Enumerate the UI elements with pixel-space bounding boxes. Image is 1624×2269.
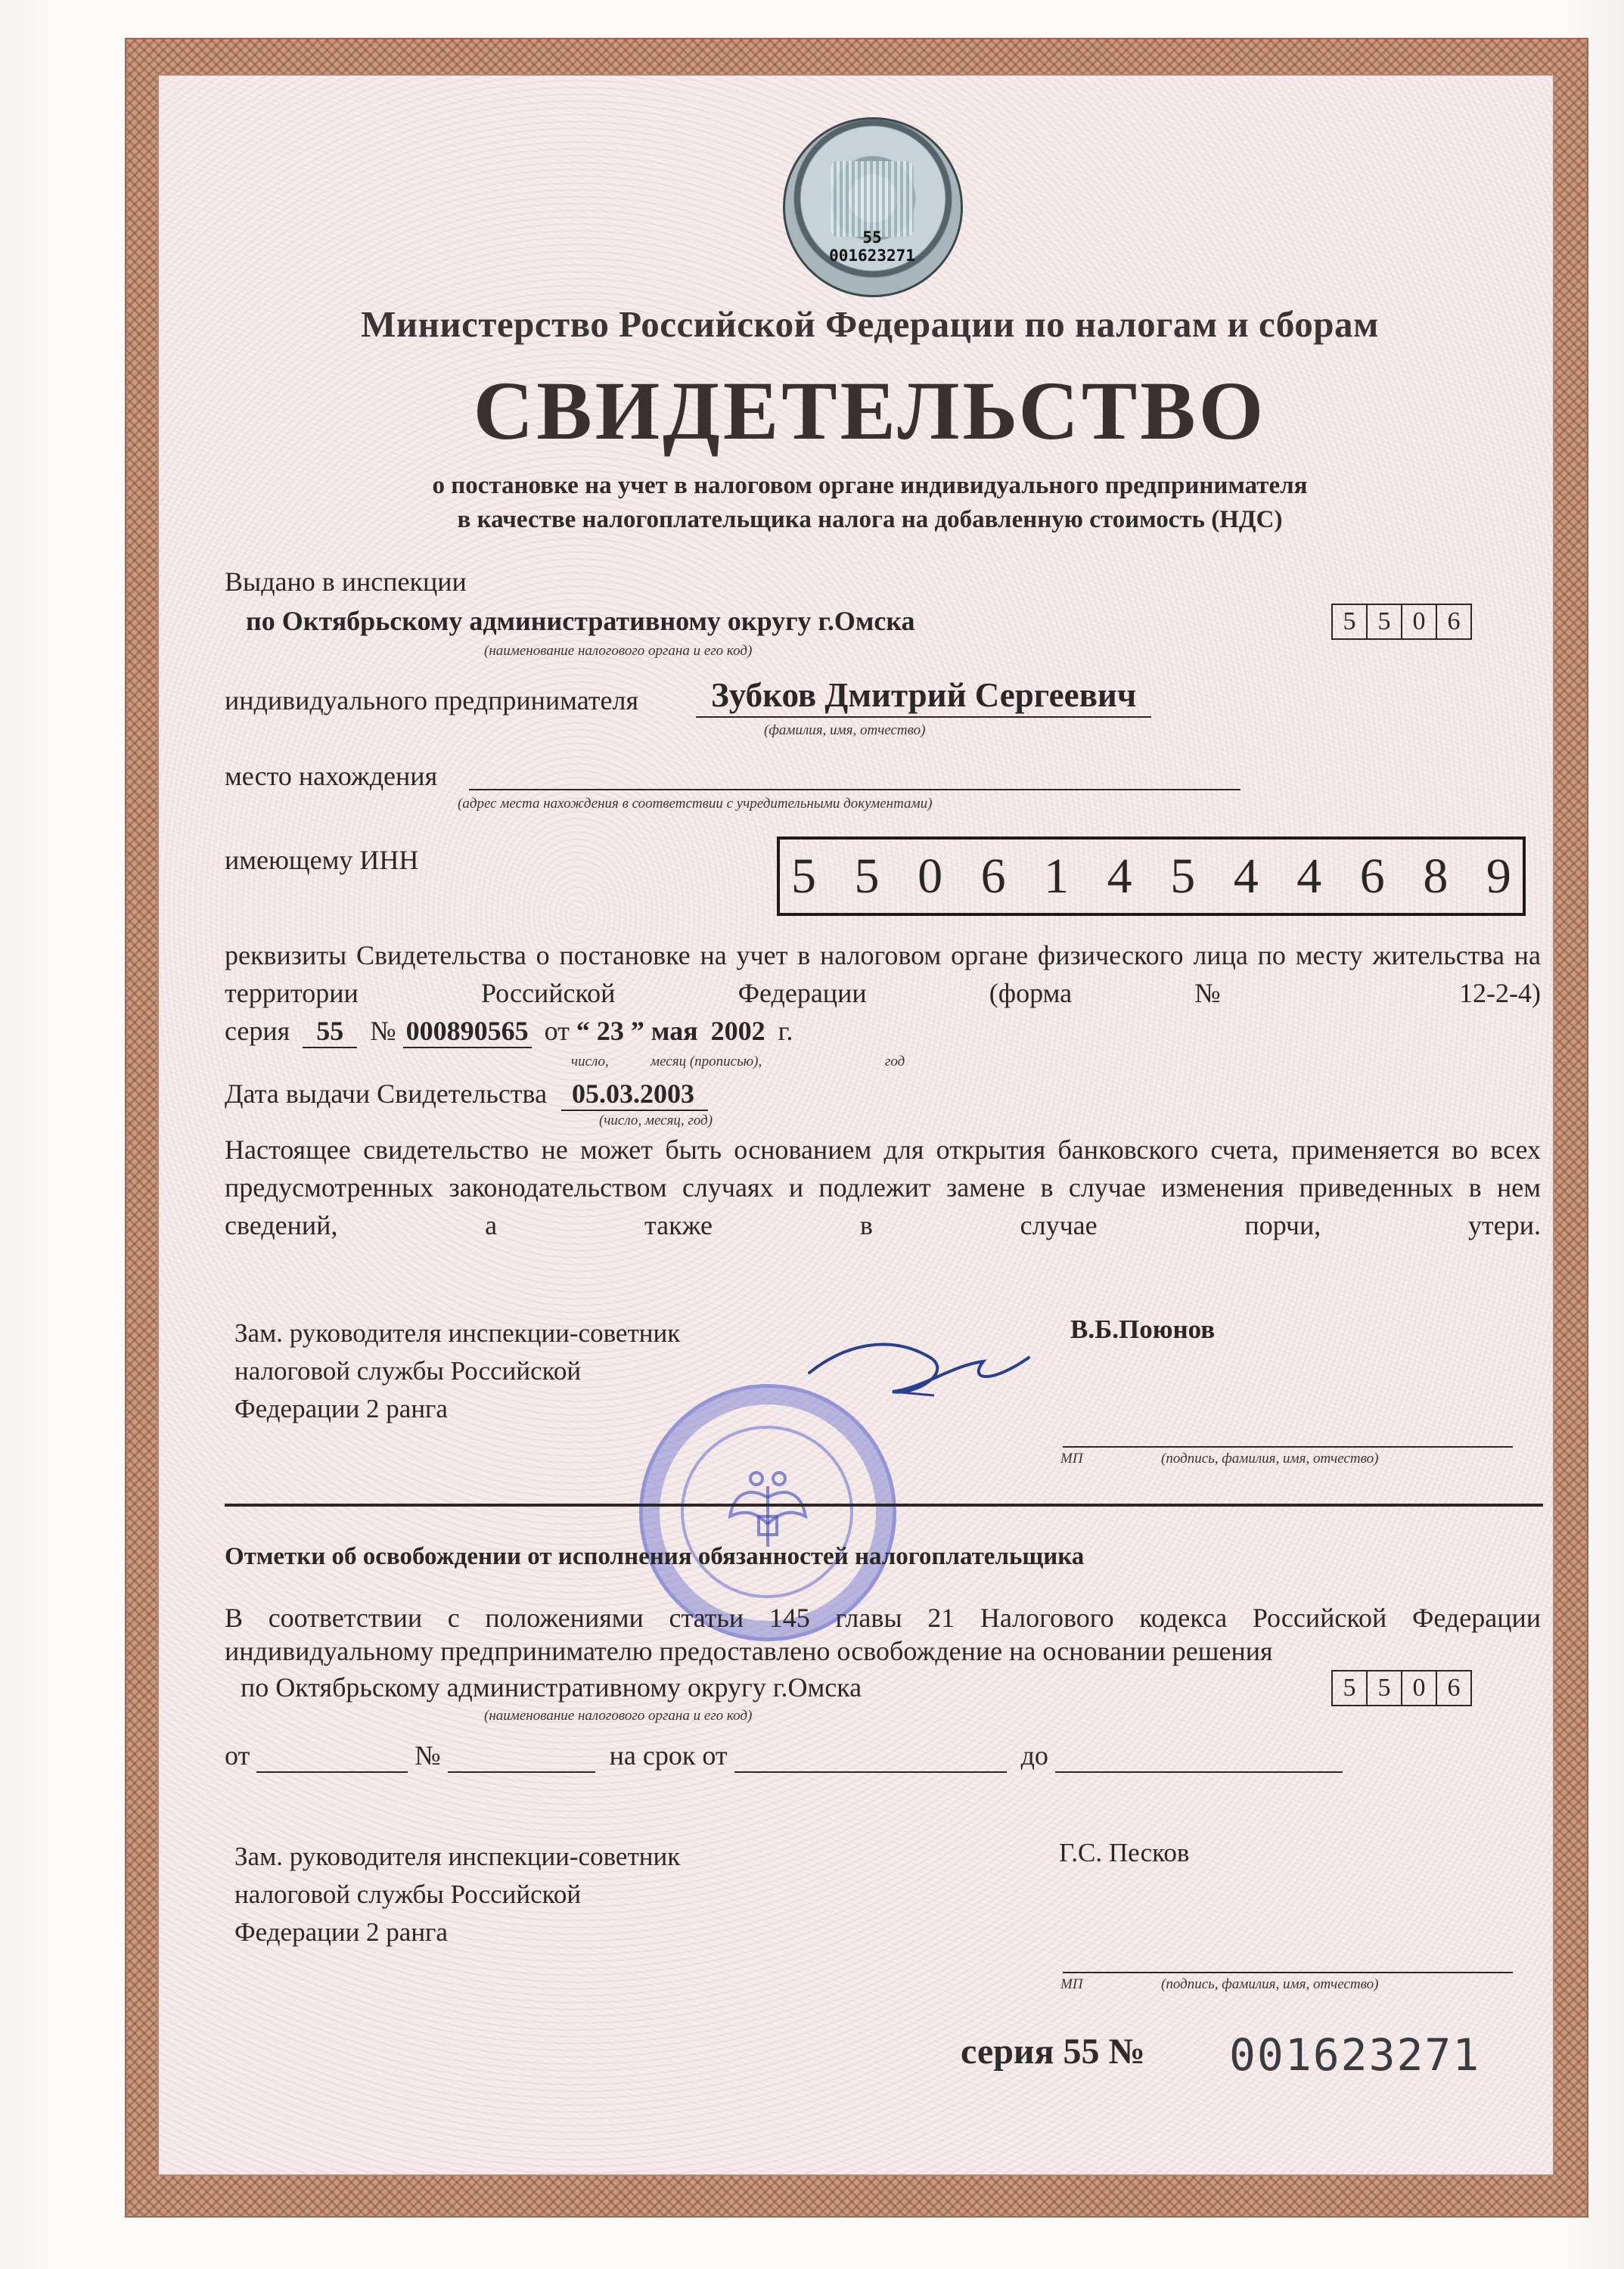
code-digit: 5 [1333, 1671, 1368, 1705]
inn-label: имеющему ИНН [225, 845, 419, 875]
code-digit: 0 [1402, 1671, 1437, 1705]
signer1-position-line-2: налоговой службы Российской [234, 1356, 582, 1386]
exemption-from-label: от [225, 1740, 250, 1771]
hologram-emblem-icon [831, 161, 914, 237]
inn-digit: 6 [1359, 848, 1385, 904]
inn-digit: 5 [791, 848, 816, 904]
year-caption: год [885, 1054, 905, 1069]
inn-digit: 0 [918, 848, 943, 904]
code-digit: 5 [1333, 605, 1368, 638]
inn-digit: 4 [1107, 848, 1132, 904]
subtitle-line-1: о постановке на учет в налоговом органе индивидуального предпринимателя [432, 472, 1308, 499]
inn-digit: 5 [854, 848, 880, 904]
ministry-name: Министерство Российской Федерации по налогам и сборам [361, 303, 1379, 345]
year-suffix: г. [778, 1016, 793, 1046]
month-caption: месяц (прописью), [651, 1054, 762, 1069]
inn-digit: 5 [1170, 848, 1196, 904]
exemption-to-blank [1055, 1740, 1343, 1773]
exemption-from-blank [256, 1740, 408, 1773]
requisites-reference-line [225, 1015, 793, 1048]
day-value: “ 23 ” [576, 1016, 644, 1046]
signer2-position [234, 1838, 779, 1951]
entrepreneur-caption: (фамилия, имя, отчество) [764, 722, 926, 738]
issued-code-box [1331, 604, 1472, 640]
inn-digit: 9 [1486, 848, 1511, 904]
inn-digit: 8 [1423, 848, 1449, 904]
exemption-to-label: до [1020, 1740, 1048, 1771]
signer2-position-line-1: Зам. руководителя инспекции-советник [234, 1842, 681, 1871]
exemption-dates-line [225, 1740, 1343, 1773]
exemption-authority-caption: (наименование налогового органа и его код) [484, 1708, 753, 1724]
issue-date-label: Дата выдачи Свидетельства [225, 1079, 548, 1109]
from-label: от [544, 1016, 570, 1046]
issue-date-value: 05.03.2003 [561, 1078, 708, 1111]
location-label: место нахождения [225, 761, 438, 791]
requisites-text: реквизиты Свидетельства о постановке на учет в налоговом органе физического лица по месту жительства на территории Российской Федерации (форма № 12-2-4) [225, 940, 1541, 1008]
year-value: 2002 [710, 1016, 765, 1046]
signer1-name: В.Б.Поюнов [1070, 1315, 1216, 1344]
location-caption: (адрес места нахождения в соответствии с учредительными документами) [458, 796, 933, 812]
location-blank-line [469, 789, 1241, 790]
inn-digit: 6 [980, 848, 1006, 904]
form-series-number: 001623271 [1229, 2029, 1481, 2081]
notice-text: Настоящее свидетельство не может быть основанием для открытия банковского счета, применяется во всех предусмотренных законодательством случаях и подлежит замене в случае изменения приведенных в нем сведений, а также в случае порчи, утери. [225, 1134, 1541, 1240]
exemption-heading: Отметки об освобождении от исполнения обязанностей налогоплательщика [225, 1543, 1085, 1570]
exemption-text-line-1: В соответствии с положениями статьи 145 главы 21 Налогового кодекса Российской Федерации [225, 1603, 1541, 1633]
signer1-signature-line [1063, 1446, 1513, 1448]
certificate-subtitle [303, 469, 1437, 537]
form-series-label: серия 55 № [961, 2032, 1145, 2072]
signer2-position-line-2: налоговой службы Российской [234, 1879, 582, 1909]
entrepreneur-label: индивидуального предпринимателя [225, 685, 638, 715]
issued-authority: по Октябрьскому административному округу г.Омска [246, 606, 915, 636]
exemption-text-line-2: индивидуальному предпринимателю предоставлено освобождение на основании решения [225, 1636, 1273, 1666]
certificate-title: СВИДЕТЕЛЬСТВО [473, 365, 1267, 457]
inn-box [777, 837, 1526, 916]
signer2-signature-line [1063, 1972, 1513, 1973]
series-value: 55 [303, 1015, 357, 1048]
signer2-mp: МП [1060, 1976, 1083, 1992]
code-digit: 5 [1368, 1671, 1402, 1705]
exemption-authority: по Октябрьскому административному округу г.Омска [241, 1672, 862, 1703]
number-value: 000890565 [403, 1015, 532, 1048]
exemption-term-label: на срок от [609, 1740, 728, 1771]
signer2-caption: (подпись, фамилия, имя, отчество) [1161, 1976, 1379, 1992]
code-digit: 6 [1447, 607, 1461, 635]
signer1-caption: (подпись, фамилия, имя, отчество) [1161, 1451, 1379, 1467]
issued-caption: (наименование налогового органа и его код) [484, 643, 753, 659]
signer1-position-line-1: Зам. руководителя инспекции-советник [234, 1318, 681, 1348]
exemption-term-from-blank [734, 1740, 1007, 1773]
issued-label: Выдано в инспекции [225, 566, 467, 597]
subtitle-line-2: в качестве налогоплательщика налога на добавленную стоимость (НДС) [457, 506, 1283, 533]
issue-date-caption: (число, месяц, год) [599, 1113, 713, 1128]
section-divider [225, 1504, 1543, 1507]
exemption-number-blank [448, 1740, 595, 1773]
exemption-number-label: № [415, 1740, 441, 1771]
entrepreneur-name: Зубков Дмитрий Сергеевич [696, 675, 1151, 718]
inn-digit: 4 [1233, 848, 1259, 904]
month-value: мая [651, 1016, 698, 1046]
issue-date-line [225, 1078, 708, 1111]
signer1-position-line-3: Федерации 2 ранга [234, 1394, 448, 1423]
signer2-position-line-3: Федерации 2 ранга [234, 1917, 448, 1947]
series-label: серия [225, 1016, 290, 1046]
inn-digit: 1 [1044, 848, 1070, 904]
exemption-code-box [1331, 1670, 1472, 1706]
inn-digit: 4 [1296, 848, 1322, 904]
day-caption: число, [571, 1054, 609, 1069]
hologram-seal-icon [783, 117, 963, 297]
hologram-number: 55 001623271 [829, 228, 915, 265]
number-label: № [370, 1016, 396, 1046]
code-digit: 0 [1402, 605, 1437, 638]
code-digit: 5 [1368, 605, 1402, 638]
signer1-mp: МП [1060, 1451, 1083, 1467]
signature1-handwriting [802, 1327, 1044, 1411]
code-digit: 6 [1447, 1674, 1461, 1702]
signer2-name: Г.С. Песков [1059, 1838, 1190, 1867]
